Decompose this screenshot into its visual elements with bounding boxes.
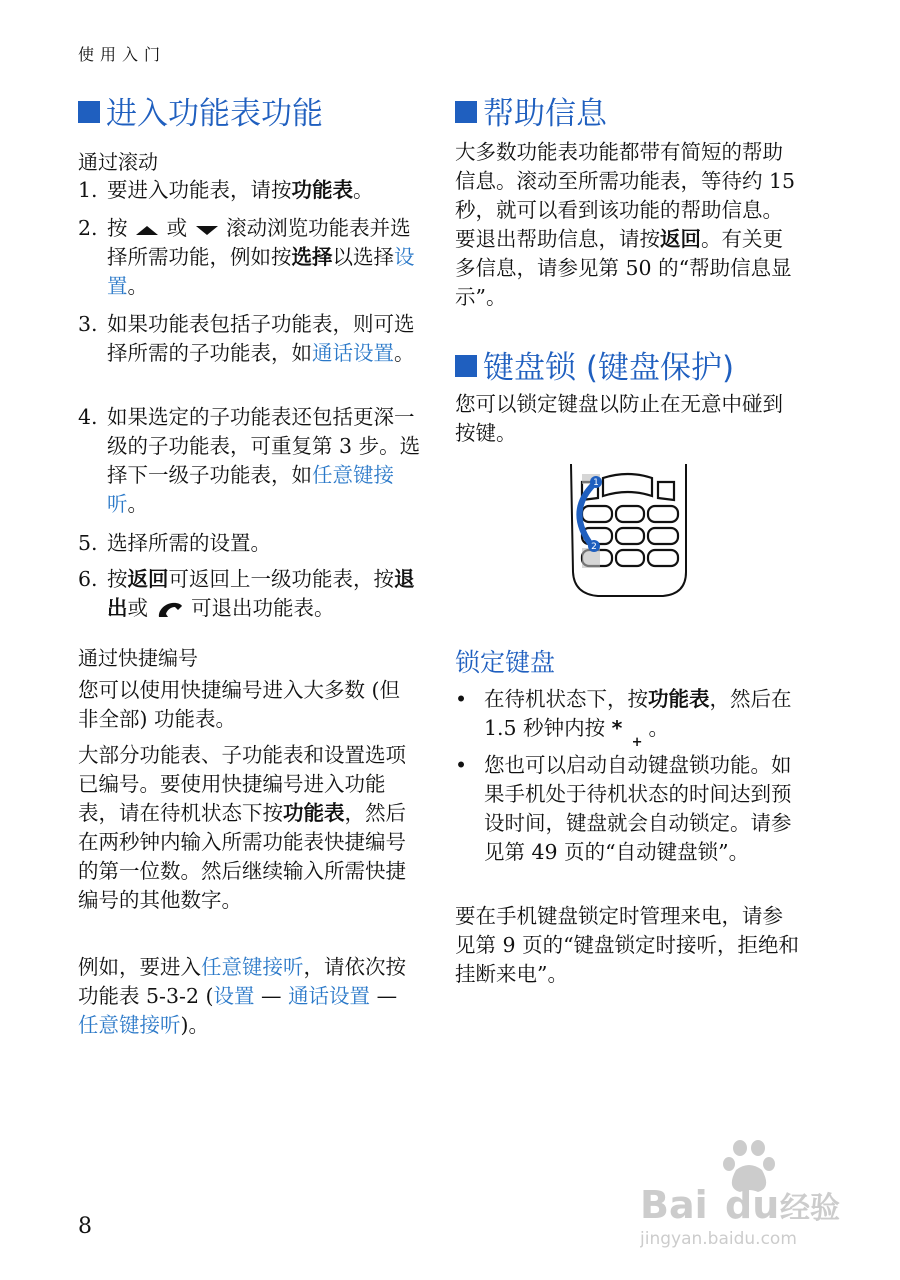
keypad-label-2: 2 bbox=[591, 542, 597, 552]
shortcut-explanation: 大部分功能表、子功能表和设置选项已编号。要使用快捷编号进入功能表，请在待机状态下按功能表，然后在两秒钟内输入所需功能表快捷编号的第一位数。然后继续输入所需快捷编号的其他数字。 bbox=[78, 743, 406, 912]
scroll-down-icon bbox=[194, 223, 220, 237]
bullet-auto-lock: • 您也可以启动自动键盘锁功能。如果手机处于待机状态的时间达到预设时间，键盘就会自动锁定。请参见第 49 页的“自动键盘锁”。 bbox=[455, 753, 792, 864]
star-key-icon: * + bbox=[611, 716, 643, 750]
link-call-settings[interactable]: 通话设置 bbox=[312, 341, 394, 365]
page-number: 8 bbox=[78, 1214, 92, 1239]
link-settings[interactable]: 设置 bbox=[107, 245, 415, 298]
step-3: 3. 如果功能表包括子功能表，则可选择所需的子功能表，如通话设置。 bbox=[78, 312, 415, 365]
incoming-call-note: 要在手机键盘锁定时管理来电，请参见第 9 页的“键盘锁定时接听，拒绝和挂断来电”。 bbox=[455, 904, 800, 986]
baidu-watermark-logo bbox=[640, 1140, 850, 1250]
keypad-illustration bbox=[568, 462, 688, 598]
step-6: 6. 按返回可返回上一级功能表，按退出或 可退出功能表。 bbox=[78, 567, 415, 620]
svg-text:经验: 经验 bbox=[780, 1191, 840, 1226]
watermark-url: jingyan.baidu.com bbox=[640, 1229, 797, 1249]
step-5: 5. 选择所需的设置。 bbox=[78, 531, 271, 555]
keypad-label-1: 1 bbox=[593, 478, 599, 488]
link-any-key-answer-2[interactable]: 任意键接听 bbox=[201, 955, 304, 979]
subheading-scroll: 通过滚动 bbox=[78, 150, 158, 174]
shortcut-intro: 您可以使用快捷编号进入大多数 (但非全部) 功能表。 bbox=[78, 678, 401, 731]
end-call-icon bbox=[155, 599, 185, 621]
heading-square-icon bbox=[455, 355, 477, 377]
svg-text:du: du bbox=[725, 1183, 780, 1227]
link-any-key-answer[interactable]: 任意键接听 bbox=[107, 463, 394, 516]
link-any-key-answer-3[interactable]: 任意键接听 bbox=[78, 1013, 181, 1037]
link-settings-2[interactable]: 设置 bbox=[213, 984, 255, 1008]
svg-text:Bai: Bai bbox=[640, 1183, 708, 1227]
help-text: 大多数功能表功能都带有简短的帮助信息。滚动至所需功能表，等待约 15 秒，就可以看到该功能的帮助信息。要退出帮助信息，请按返回。有关更多信息，请参见第 50 的“帮助信息显示”。 bbox=[455, 140, 796, 309]
subheading-lock-keypad: 锁定键盘 bbox=[455, 648, 556, 677]
section-heading-menu: 进入功能表功能 bbox=[78, 88, 323, 133]
subheading-shortcut: 通过快捷编号 bbox=[78, 646, 198, 670]
shortcut-example: 例如，要进入任意键接听，请依次按功能表 5-3-2 (设置 — 通话设置 — 任意键接听)。 bbox=[78, 955, 406, 1037]
keylock-intro: 您可以锁定键盘以防止在无意中碰到按键。 bbox=[455, 392, 783, 445]
bullet-dot: • bbox=[455, 687, 468, 711]
link-call-settings-2[interactable]: 通话设置 bbox=[288, 984, 371, 1008]
scroll-up-icon bbox=[134, 223, 160, 237]
bullet-dot: • bbox=[455, 753, 468, 777]
step-1: 1. 要进入功能表，请按功能表。 bbox=[78, 178, 374, 202]
heading-square-icon bbox=[455, 101, 477, 123]
step-4: 4. 如果选定的子功能表还包括更深一级的子功能表，可重复第 3 步。选择下一级子功能表，如任意键接听。 bbox=[78, 405, 421, 516]
running-header: 使用入门 bbox=[78, 45, 167, 64]
bullet-lock-manual: • 在待机状态下，按功能表，然后在 1.5 秒钟内按 * + 。 bbox=[455, 687, 792, 750]
step-2: 2. 按 或 滚动浏览功能表并选择所需功能，例如按选择以选择设置。 bbox=[78, 216, 415, 298]
section-heading-keylock: 键盘锁 (键盘保护) bbox=[455, 342, 734, 387]
section-heading-help: 帮助信息 bbox=[455, 88, 607, 133]
heading-square-icon bbox=[78, 101, 100, 123]
